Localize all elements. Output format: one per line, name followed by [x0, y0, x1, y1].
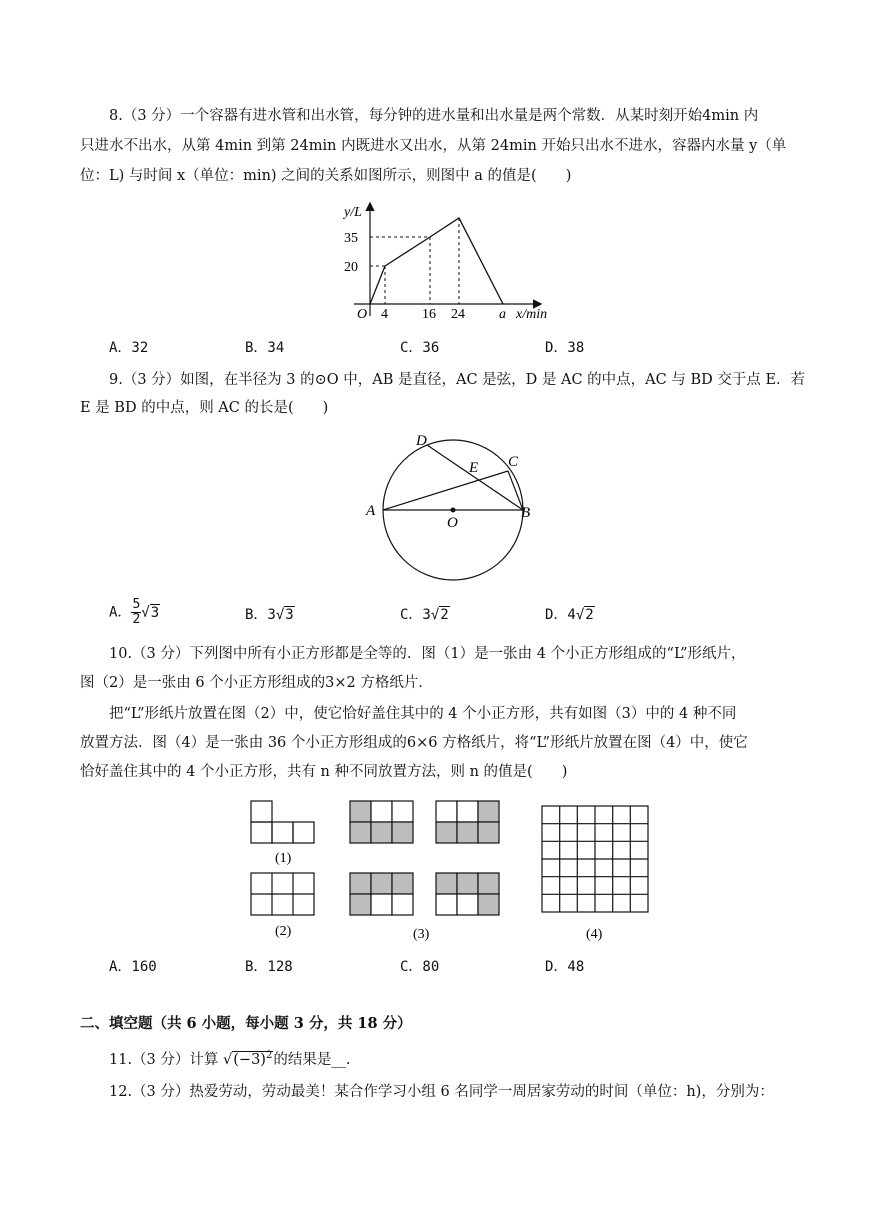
- q10-line3: 把“L”形纸片放置在图（2）中，使它恰好盖住其中的 4 个小正方形，共有如图（3）中的 4 种不同: [109, 706, 737, 722]
- q9-option-c: C．3√2: [400, 607, 449, 623]
- q10-option-b: B．128: [245, 959, 293, 975]
- q10-option-c: C．80: [400, 959, 440, 975]
- q9-option-b: B．3√3: [245, 607, 294, 623]
- caption-3: (3): [413, 927, 430, 942]
- q8-option-a: A．32: [109, 340, 149, 356]
- q8-option-c: C．36: [400, 340, 440, 356]
- label-B: B: [521, 505, 531, 521]
- q9-option-a: A． $\frac{5}{2}$ √3: [109, 597, 160, 627]
- q9-line2: E 是 BD 的中点，则 AC 的长是( ): [80, 400, 329, 416]
- q8-option-d: D．38: [545, 340, 585, 356]
- q11-line: 11.（3 分）计算 $√(-3)^2$的结果是__.: [109, 1050, 351, 1068]
- q10-line4: 放置方法．图（4）是一张由 36 个小正方形组成的6×6 方格纸片，将“L”形纸片放置在图（4）中，使它: [80, 735, 748, 751]
- label-D: D: [416, 433, 427, 449]
- origin-label: O: [357, 307, 368, 322]
- label-C: C: [508, 454, 519, 470]
- q9-line1: 9.（3 分）如图，在半径为 3 的⊙O 中，AB 是直径，AC 是弦，D 是 AC 的中点，AC 与 BD 交于点 E．若: [109, 372, 806, 388]
- label-E: E: [469, 460, 479, 476]
- q10-line5: 恰好盖住其中的 4 个小正方形，共有 n 种不同放置方法，则 n 的值是( ): [80, 764, 568, 780]
- y-tick-35: 35: [344, 231, 358, 246]
- q9-option-d: D．4√2: [545, 607, 594, 623]
- x-tick-a: a: [499, 307, 506, 322]
- caption-2: (2): [275, 924, 292, 939]
- q10-option-d: D．48: [545, 959, 585, 975]
- x-tick-4: 4: [381, 307, 388, 322]
- q8-line1: 8.（3 分）一个容器有进水管和出水管，每分钟的进水量和出水量是两个常数．从某时刻开始4min 内: [109, 108, 759, 124]
- label-A: A: [366, 503, 376, 519]
- label-O: O: [447, 515, 458, 531]
- q12-line1: 12.（3 分）热爱劳动，劳动最美！某合作学习小组 6 名同学一周居家劳动的时间（单位：h)，分别为：: [109, 1084, 774, 1100]
- q9-circle-figure: [360, 425, 550, 585]
- q10-line2: 图（2）是一张由 6 个小正方形组成的3×2 方格纸片．: [80, 675, 433, 691]
- q8-option-b: B．34: [245, 340, 285, 356]
- q8-graph: [340, 196, 560, 326]
- section-heading: 二、填空题（共 6 小题，每小题 3 分，共 18 分）: [80, 1015, 412, 1032]
- q8-line3: 位：L) 与时间 x（单位：min) 之间的关系如图所示，则图中 a 的值是( ): [80, 168, 572, 184]
- q10-grid-figures: [240, 795, 660, 945]
- q8-line2: 只进水不出水，从第 4min 到第 24min 内既进水又出水，从第 24min 开始只出水不进水，容器内水量 y（单: [80, 138, 787, 154]
- caption-1: (1): [275, 851, 292, 866]
- x-tick-24: 24: [451, 307, 465, 322]
- q10-line1: 10.（3 分）下列图中所有小正方形都是全等的．图（1）是一张由 4 个小正方形组成的“L”形纸片，: [109, 646, 746, 662]
- y-axis-label: y/L: [344, 205, 362, 220]
- x-tick-16: 16: [422, 307, 436, 322]
- q11-radicand: $(-3)^2$: [233, 1050, 273, 1068]
- q10-option-a: A．160: [109, 959, 157, 975]
- caption-4: (4): [586, 927, 603, 942]
- y-tick-20: 20: [344, 260, 358, 275]
- x-axis-label: x/min: [516, 307, 548, 322]
